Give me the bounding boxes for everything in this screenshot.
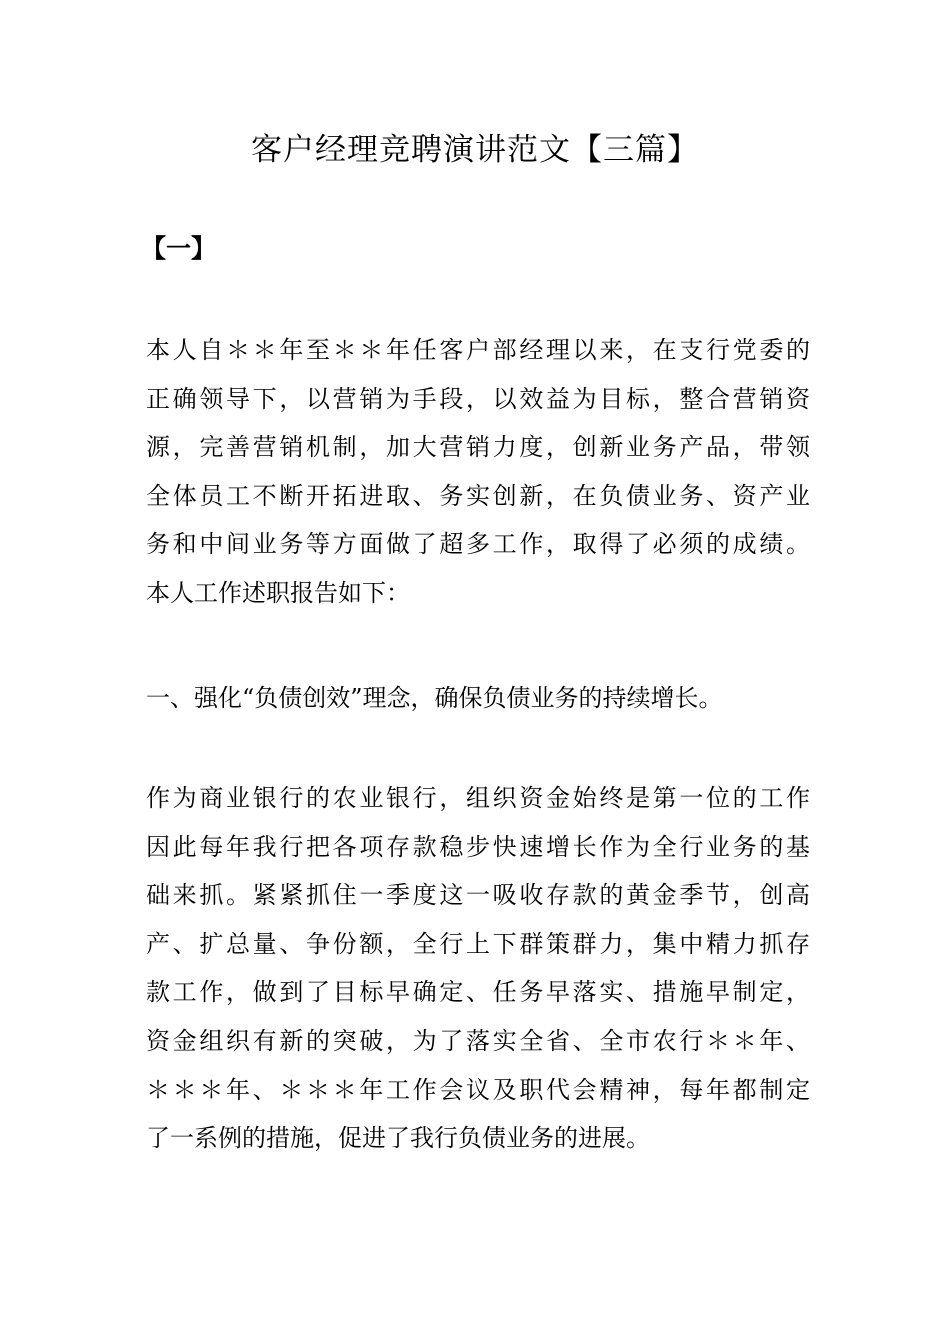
section-label: 【一】 — [141, 234, 217, 263]
text-line: 务和中间业务等方面做了超多工作，取得了必须的成绩。 — [146, 530, 810, 559]
paragraph-heading-1 — [146, 674, 810, 723]
text-line: 全体员工不断开拓进取、务实创新，在负债业务、资产业 — [146, 481, 810, 510]
text-line: 资金组织有新的突破，为了落实全省、全市农行＊＊年、 — [146, 1026, 810, 1055]
text-line: 了一系例的措施，促进了我行负债业务的进展。 — [146, 1124, 650, 1153]
text-line: 因此每年我行把各项存款稳步快速增长作为全行业务的基 — [146, 832, 810, 861]
text-line: 产、扩总量、争份额，全行上下群策群力，集中精力抓存 — [146, 929, 810, 958]
text-line: 源，完善营销机制，加大营销力度，创新业务产品，带领 — [146, 433, 810, 462]
text-line: 本人工作述职报告如下： — [146, 578, 410, 607]
paragraph-intro — [146, 326, 810, 618]
text-line: 正确领导下，以营销为手段，以效益为目标，整合营销资 — [146, 384, 810, 413]
text-line: 作为商业银行的农业银行，组织资金始终是第一位的工作 — [146, 784, 810, 812]
text-line: ＊＊＊年、＊＊＊年工作会议及职代会精神，每年都制定 — [146, 1075, 810, 1104]
text-line: 本人自＊＊年至＊＊年任客户部经理以来，在支行党委的 — [146, 336, 810, 364]
text-line: 款工作，做到了目标早确定、任务早落实、措施早制定， — [146, 978, 810, 1007]
document-title: 客户经理竞聘演讲范文【三篇】 — [251, 132, 699, 168]
paragraph-body — [146, 774, 810, 1163]
text-line: 一、强化“负债创效”理念，确保负债业务的持续增长。 — [146, 684, 723, 712]
text-line: 础来抓。紧紧抓住一季度这一吸收存款的黄金季节，创高 — [146, 881, 810, 910]
